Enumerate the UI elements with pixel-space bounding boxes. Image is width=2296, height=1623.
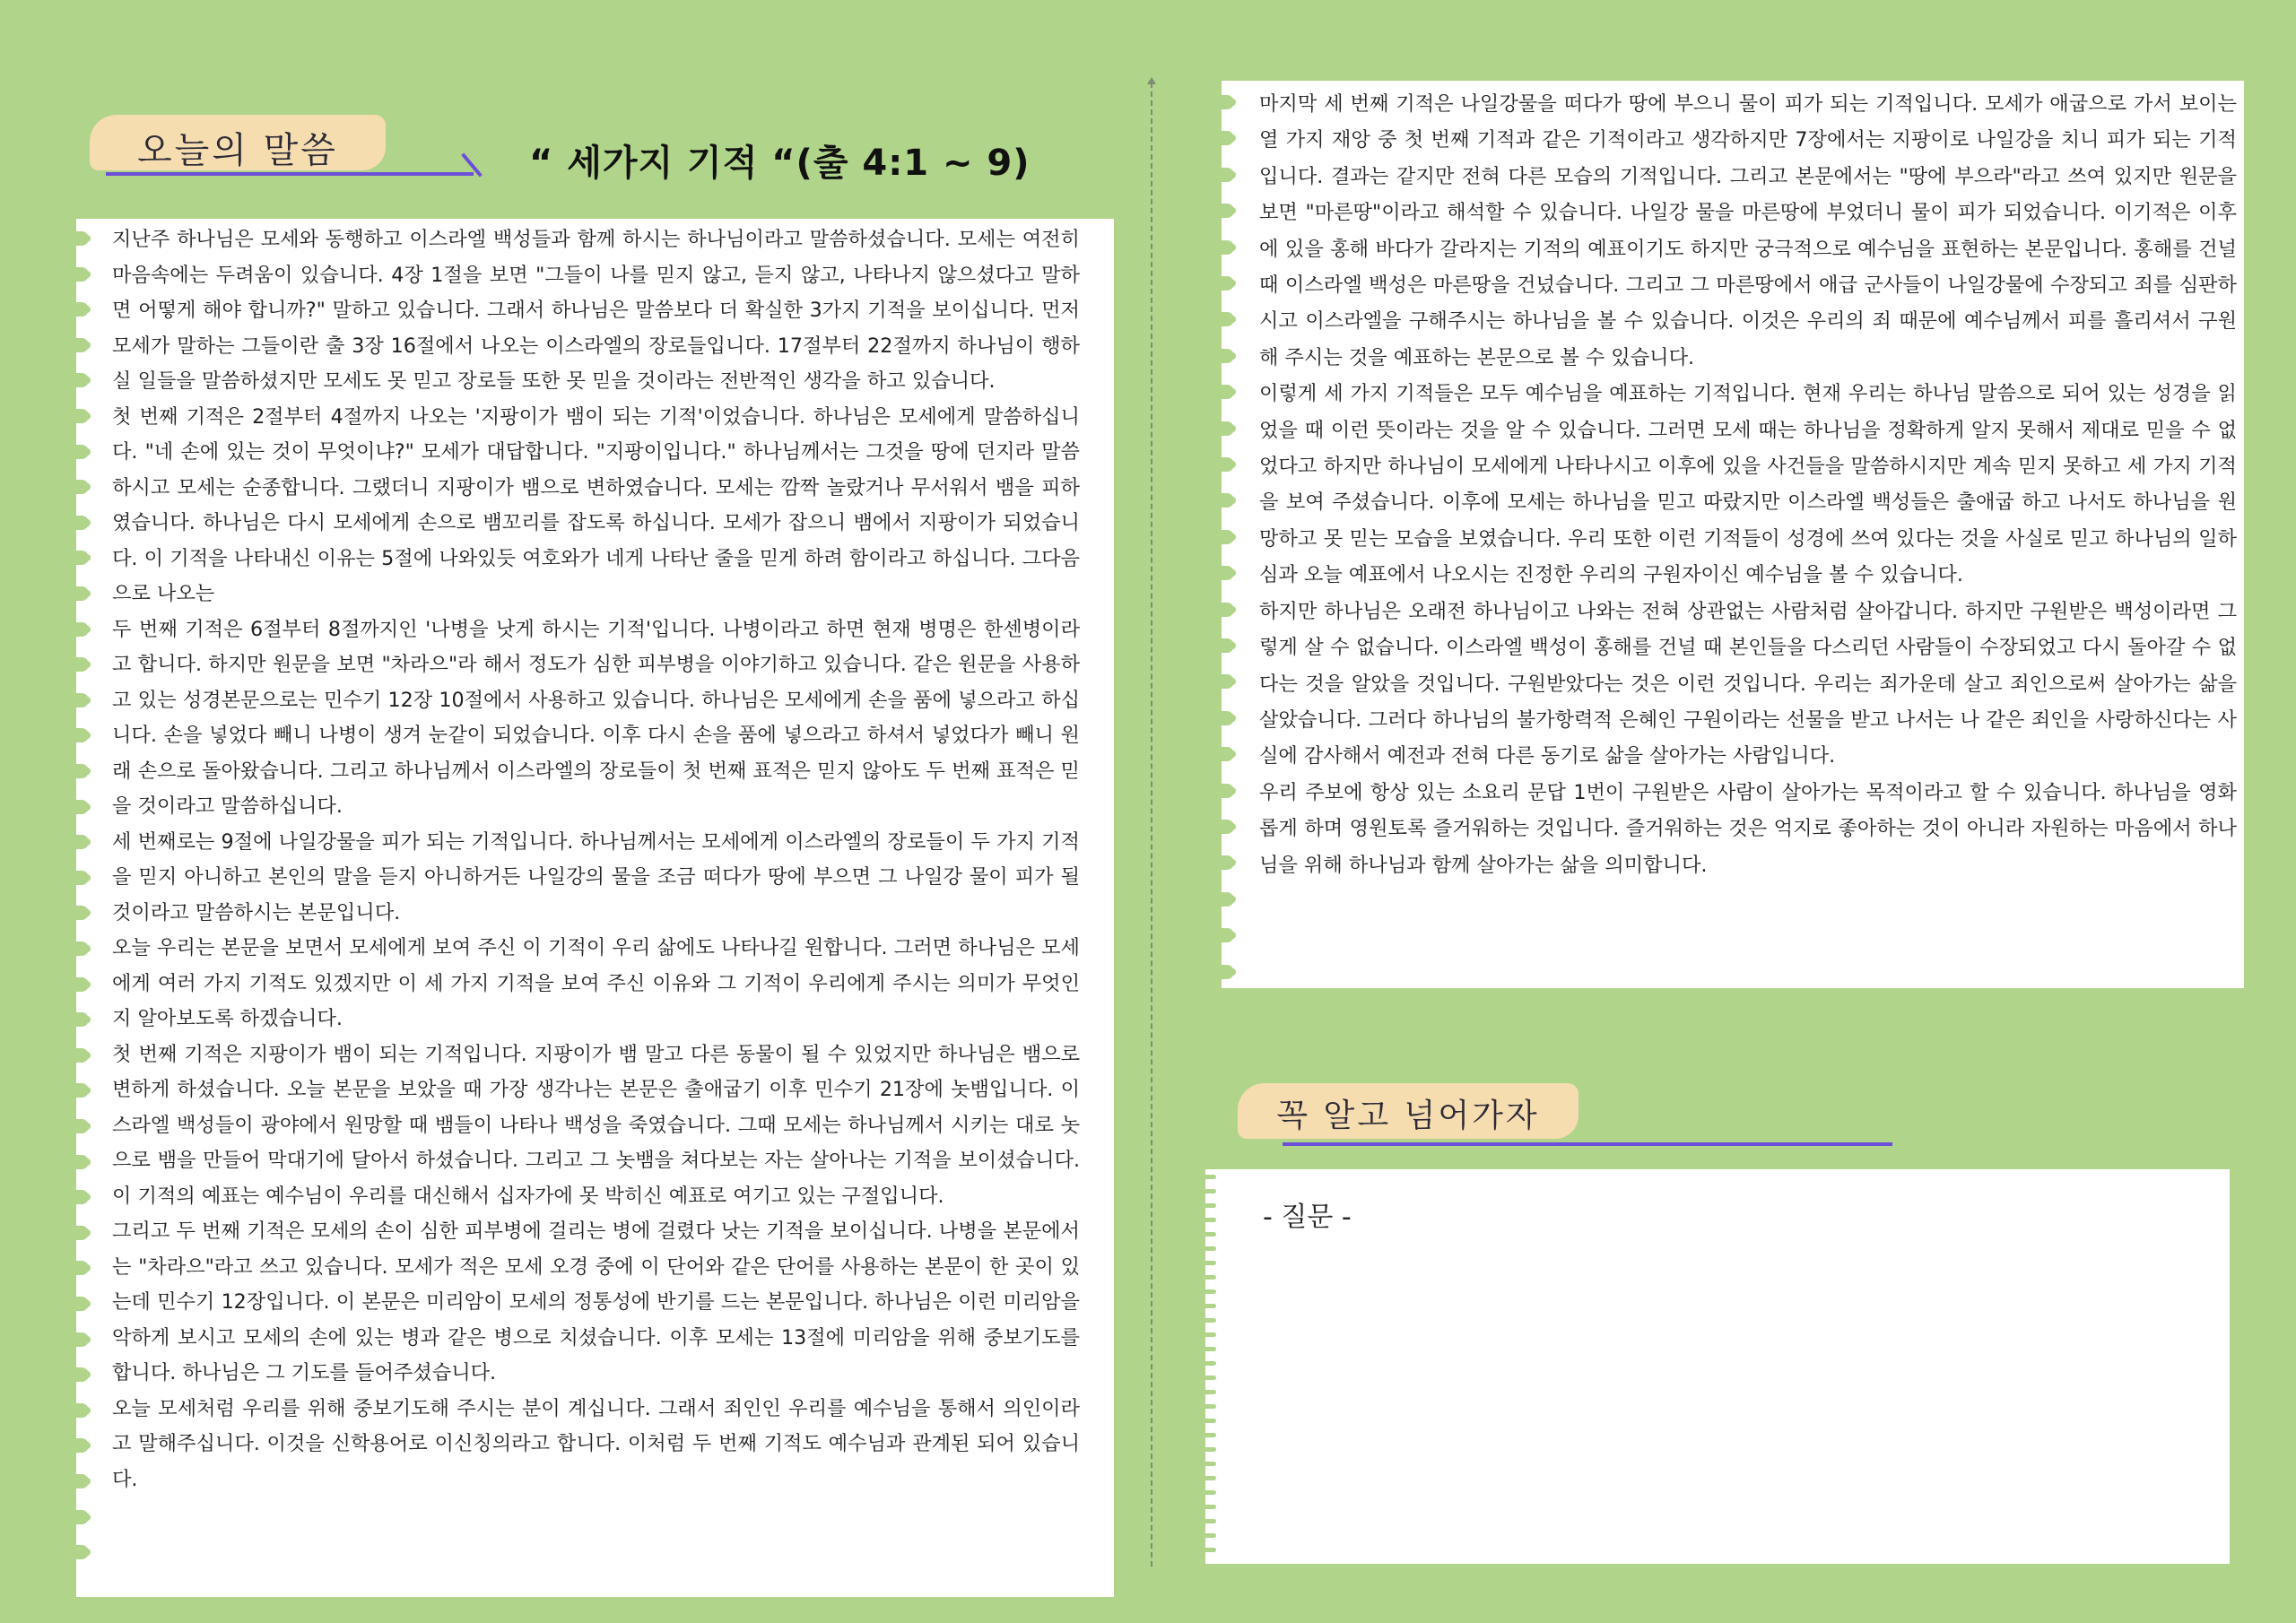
binding-hole (1209, 131, 1234, 145)
binding-hole (1209, 240, 1234, 255)
binding-hole (1209, 928, 1234, 942)
body-paragraph: 이렇게 세 가지 기적들은 모두 예수님을 예표하는 기적입니다. 현재 우리는 하나님 말씀으로 되어 있는 성경을 읽었을 때 이런 뜻이라는 것을 알 수 있습니다. 그러면 모세 때는 하나님을 정확하게 알지 못해서 제대로 믿을 수 없었다고 하지만 하나님이 모세에게 나타나시고 이후에 있을 사건들을 말씀하시지만 계속 믿지 못하고 세 가지 기적을 보여 주셨습니다. 이후에 모세는 하나님을 믿고 따랐지만 이스라엘 백성들은 출애굽 하고 나서도 하나님을 원망하고 못 믿는 모습을 보였습니다. 우리 또한 이런 기적들이 성경에 쓰여 있다는 것을 사실로 믿고 하나님의 일하심과 오늘 예표에서 나오시는 진정한 우리의 구원자이신 예수님을 볼 수 있습니다. (1259, 382, 2237, 587)
body-paragraph: 지난주 하나님은 모세와 동행하고 이스라엘 백성들과 함께 하시는 하나님이라고 말씀하셨습니다. 모세는 여전히 마음속에는 두려움이 있습니다. 4장 1절을 보면 "그들이 나를 믿지 않고, 듣지 않고, 나타나지 않으셨다고 말하면 어떻게 해야 합니까?" 말하고 있습니다. 그래서 하나님은 말씀보다 더 확실한 3가지 기적을 보이십니다. 먼저 모세가 말하는 그들이란 출 3장 16절에서 나오는 이스라엘의 장로들입니다. 17절부터 22절까지 하나님이 행하실 일들을 말씀하셨지만 모세도 못 믿고 장로들 또한 못 믿을 것이라는 전반적인 생각을 하고 있습니다. (112, 228, 1080, 393)
tag-underline (1283, 1142, 1892, 1146)
binding-hole (64, 1155, 89, 1169)
body-paragraph: 세 번째로는 9절에 나일강물을 피가 되는 기적입니다. 하나님께서는 모세에게 이스라엘의 장로들이 두 가지 기적을 믿지 아니하고 본인의 말을 듣지 아니하거든 나일강의 물을 조금 떠다가 땅에 부으면 그 나일강 물이 피가 될 것이라고 말씀하시는 본문입니다. (112, 829, 1080, 924)
binding-hole (64, 693, 89, 707)
binding-hole (64, 906, 89, 920)
binding-hole (1189, 1404, 1216, 1409)
binding-hole (64, 1332, 89, 1347)
must-know-tag (1238, 1083, 1578, 1139)
body-paragraph: 마지막 세 번째 기적은 나일강물을 떠다가 땅에 부으니 물이 피가 되는 기적입니다. 모세가 애굽으로 가서 보이는 열 가지 재앙 중 첫 번째 기적과 같은 기적이라고 생각하지만 7장에서는 지팡이로 나일강을 치니 피가 되는 기적입니다. 결과는 같지만 전혀 다른 모습의 기적입니다. 그리고 본문에서는 "땅에 부으라"라고 쓰여 있지만 원문을 보면 "마른땅"이라고 해석할 수 있습니다. 나일강 물을 마른땅에 부었더니 물이 피가 되었습니다. 이기적은 이후에 있을 홍해 바다가 갈라지는 기적의 예표이기도 하지만 궁극적으로 예수님을 표현하는 본문입니다. 홍해를 건널 때 이스라엘 백성은 마른땅을 건넜습니다. 그리고 그 마른땅에서 애급 군사들이 나일강물에 수장되고 죄를 심판하시고 이스라엘을 구해주시는 하나님을 볼 수 있습니다. 이것은 우리의 죄 때문에 예수님께서 피를 흘리셔서 구원해 주시는 것을 예표하는 본문으로 볼 수 있습니다. (1259, 92, 2237, 369)
body-paragraph: 오늘 우리는 본문을 보면서 모세에게 보여 주신 이 기적이 우리 삶에도 나타나길 원합니다. 그러면 하나님은 모세에게 여러 가지 기적도 있겠지만 이 세 가지 기적을 보여 주신 이유와 그 기적이 우리에게 주시는 의미가 무엇인지 알아보도록 하겠습니다. (112, 936, 1081, 1030)
binding-hole (64, 977, 89, 992)
binding-hole (1209, 349, 1234, 363)
binding-hole (1209, 95, 1234, 109)
binding-hole (1209, 747, 1234, 761)
binding-hole (1209, 276, 1234, 291)
binding-hole (64, 728, 89, 742)
body-paragraph: 하지만 하나님은 오래전 하나님이고 나와는 전혀 상관없는 사람처럼 살아갑니다. 하지만 구원받은 백성이라면 그렇게 살 수 없습니다. 이스라엘 백성이 홍해를 건널 때 본인들을 다스리던 사람들이 수장되었고 다시 돌아갈 수 없다는 것을 알았을 것입니다. 구원받았다는 것은 이런 것입니다. 우리는 죄가운데 살고 죄인으로써 살아가는 삶을 살았습니다. 그러다 하나님의 불가항력적 은혜인 구원이라는 선물을 받고 나서는 나 같은 죄인을 사랑하신다는 사실에 감사해서 예전과 전혀 다른 동기로 삶을 살아가는 사람입니다. (1259, 599, 2237, 768)
binding-hole (1189, 1419, 1216, 1423)
binding-hole (64, 409, 89, 423)
body-paragraph: 첫 번째 기적은 2절부터 4절까지 나오는 '지팡이가 뱀이 되는 기적'이었습니다. 하나님은 모세에게 말씀하십니다. "네 손에 있는 것이 무엇이냐?" 모세가 대답합니다. "지팡이입니다." 하나님께서는 그것을 땅에 던지라 말씀하시고 모세는 순종합니다. 그랬더니 지팡이가 뱀으로 변하였습니다. 모세는 깜짝 놀랐거나 무서워서 뱀을 피하였습니다. 하나님은 다시 모세에게 손으로 뱀꼬리를 잡도록 하십니다. 모세가 잡으니 뱀에서 지팡이가 되었습니다. 이 기적을 나타내신 이유는 5절에 나와있듯 여호와가 네게 나타난 줄을 믿게 하려 함이라고 하십니다. 그다음으로 나오는 (112, 404, 1080, 605)
binding-hole (1189, 1246, 1216, 1251)
binding-hole (64, 622, 89, 637)
binding-hole (1189, 1347, 1216, 1351)
binding-hole (1189, 1289, 1216, 1294)
binding-hole (1189, 1505, 1216, 1509)
binding-hole (64, 445, 89, 459)
binding-hole (1209, 457, 1234, 472)
binding-hole (1209, 385, 1234, 399)
binding-hole (1209, 566, 1234, 580)
binding-hole (64, 1510, 89, 1524)
binding-hole (1189, 1203, 1216, 1208)
binding-hole (64, 1474, 89, 1488)
binding-hole (64, 586, 89, 601)
binding-hole (1209, 530, 1234, 544)
todays-word-tag-label: 오늘의 말씀 (137, 130, 338, 171)
binding-hole (1189, 1376, 1216, 1380)
binding-hole (64, 1367, 89, 1382)
binding-hole (1189, 1175, 1216, 1179)
binding-hole (1189, 1390, 1216, 1394)
binding-hole (1209, 638, 1234, 653)
binding-hole (64, 338, 89, 352)
todays-word-tag (90, 115, 386, 170)
binding-hole (1189, 1519, 1216, 1523)
binding-hole (1209, 784, 1234, 798)
binding-hole (1189, 1318, 1216, 1323)
binding-hole (1209, 168, 1234, 182)
binding-hole (1189, 1189, 1216, 1193)
binding-hole (64, 1403, 89, 1418)
binding-hole (1189, 1361, 1216, 1366)
body-paragraph: 두 번째 기적은 6절부터 8절까지인 '나병을 낫게 하시는 기적'입니다. 나병이라고 하면 현재 병명은 한센병이라고 합니다. 하지만 원문을 보면 "차라으"라 해서 정도가 심한 피부병을 이야기하고 있습니다. 같은 원문을 사용하고 있는 성경본문으로는 민수기 12장 10절에서 사용하고 있습니다. 하나님은 모세에게 손을 품에 넣으라고 하십니다. 손을 넣었다 빼니 나병이 생겨 눈같이 되었습니다. 이후 다시 손을 품에 넣으라고 하셔서 넣었다가 빼니 원래 손으로 돌아왔습니다. 그리고 하나님께서 이스라엘의 장로들이 첫 번째 표적은 믿지 않아도 두 번째 표적은 믿을 것이라고 말씀하십니다. (112, 617, 1080, 818)
binding-hole (64, 871, 89, 885)
binding-hole (1189, 1447, 1216, 1452)
binding-hole (64, 1545, 89, 1559)
binding-hole (64, 1048, 89, 1063)
binding-hole (64, 1012, 89, 1027)
binding-hole (1189, 1218, 1216, 1222)
left-page (76, 219, 1114, 1597)
binding-hole (1189, 1490, 1216, 1495)
binding-hole (64, 764, 89, 778)
binding-hole (64, 1119, 89, 1133)
binding-hole (1189, 1332, 1216, 1337)
binding-hole (64, 480, 89, 494)
binding-hole (1189, 1462, 1216, 1466)
binding-hole (1209, 312, 1234, 326)
sermon-title: “ 세가지 기적 “(출 4:1 ~ 9) (529, 143, 1031, 184)
right-page (1222, 81, 2244, 988)
tag-underline (106, 172, 474, 176)
binding-hole (1189, 1304, 1216, 1308)
right-body-text (1259, 86, 2237, 883)
binding-hole (64, 835, 89, 849)
body-paragraph: 오늘 모세처럼 우리를 위해 중보기도해 주시는 분이 계십니다. 그래서 죄인인 우리를 예수님을 통해서 의인이라고 말해주십니다. 이것을 신학용어로 이신칭의라고 합니다. 이처럼 두 번째 기적도 예수님과 관계된 되어 있습니다. (112, 1396, 1080, 1491)
binding-hole (64, 1083, 89, 1098)
left-body-text (112, 222, 1080, 1497)
binding-hole (64, 1261, 89, 1275)
question-page (1205, 1169, 2230, 1564)
binding-hole (1189, 1548, 1216, 1552)
binding-hole (64, 373, 89, 387)
binding-hole (64, 1297, 89, 1311)
binding-hole (1209, 711, 1234, 725)
binding-hole (64, 302, 89, 317)
binding-hole (1209, 493, 1234, 508)
binding-hole (1189, 1275, 1216, 1280)
binding-hole (64, 231, 89, 246)
binding-hole (1189, 1476, 1216, 1480)
binding-hole (64, 657, 89, 672)
binding-hole (1209, 204, 1234, 218)
binding-hole (1209, 421, 1234, 436)
body-paragraph: 우리 주보에 항상 있는 소요리 문답 1번이 구원받은 사람이 살아가는 목적이라고 할 수 있습니다. 하나님을 영화롭게 하며 영원토록 즐거워하는 것입니다. 즐거워하는 것은 억지로 좋아하는 것이 아니라 자원하는 마음에서 하나님을 위해 하나님과 함께 살아가는 삶을 의미합니다. (1259, 780, 2237, 877)
binding-hole (64, 800, 89, 814)
binding-hole (1209, 603, 1234, 617)
binding-hole (64, 516, 89, 530)
binding-hole (1189, 1533, 1216, 1538)
binding-hole (64, 1226, 89, 1240)
binding-hole (1209, 820, 1234, 834)
binding-hole (1189, 1232, 1216, 1237)
binding-hole (64, 942, 89, 956)
binding-hole (64, 1190, 89, 1204)
binding-hole (1189, 1433, 1216, 1437)
question-label: - 질문 - (1263, 1202, 1352, 1233)
column-divider (1151, 82, 1152, 1567)
body-paragraph: 그리고 두 번째 기적은 모세의 손이 심한 피부병에 걸리는 병에 걸렸다 낫는 기적을 보이십니다. 나병을 본문에서는 "차라으"라고 쓰고 있습니다. 모세가 적은 모세 오경 중에 이 단어와 같은 단어를 사용하는 본문이 한 곳이 있는데 민수기 12장입니다. 이 본문은 미리암이 모세의 정통성에 반기를 드는 본문입니다. 하나님은 이런 미리암을 악하게 보시고 모세의 손에 있는 병과 같은 병으로 치셨습니다. 이후 모세는 13절에 미리암을 위해 중보기도를 합니다. 하나님은 그 기도를 들어주셨습니다. (112, 1219, 1080, 1384)
binding-hole (1209, 674, 1234, 689)
must-know-tag-label: 꼭 알고 넘어가자 (1276, 1098, 1540, 1134)
binding-hole (64, 1438, 89, 1453)
binding-hole (64, 551, 89, 565)
binding-hole (1209, 855, 1234, 870)
binding-hole (1209, 965, 1234, 979)
body-paragraph: 첫 번째 기적은 지팡이가 뱀이 되는 기적입니다. 지팡이가 뱀 말고 다른 동물이 될 수 있었지만 하나님은 뱀으로 변하게 하셨습니다. 오늘 본문을 보았을 때 가장 생각나는 본문은 출애굽기 이후 민수기 21장에 놋뱀입니다. 이스라엘 백성들이 광야에서 원망할 때 뱀들이 나타나 백성을 죽였습니다. 그때 모세는 하나님께서 시키는 대로 놋으로 뱀을 만들어 막대기에 달아서 하셨습니다. 그리고 그 놋뱀을 쳐다보는 자는 살아나는 기적을 보이셨습니다. 이 기적의 예표는 예수님이 우리를 대신해서 십자가에 못 박히신 예표로 여기고 있는 구절입니다. (112, 1042, 1080, 1208)
binding-hole (1209, 892, 1234, 907)
binding-hole (1189, 1261, 1216, 1265)
binding-hole (64, 267, 89, 282)
